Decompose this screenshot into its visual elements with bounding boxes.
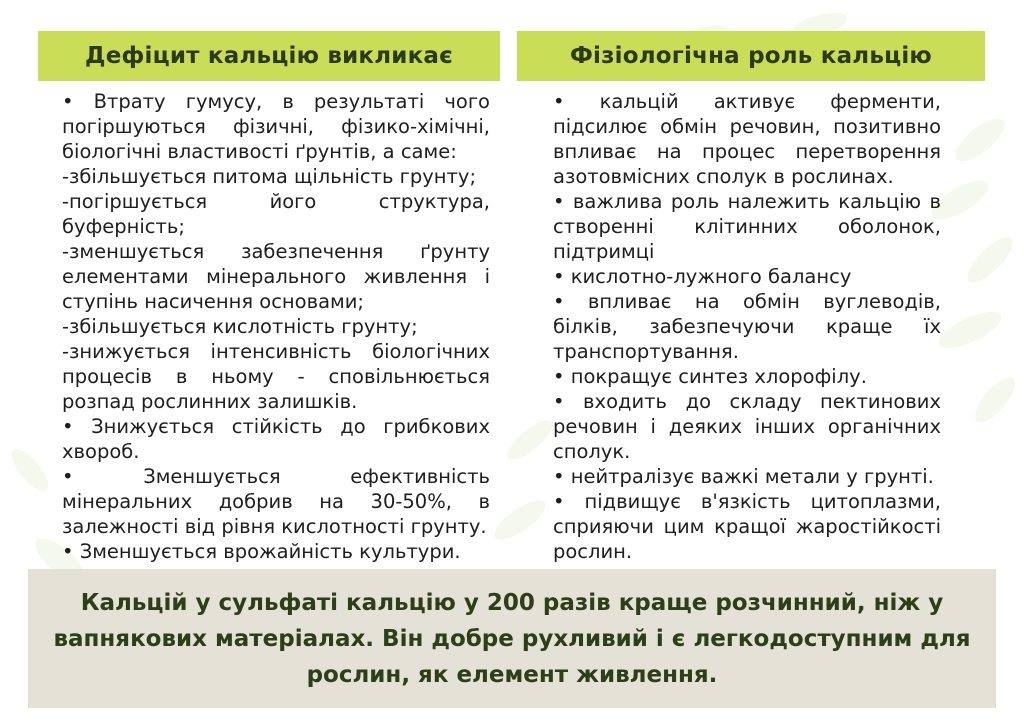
list-item: -збільшується питома щільність грунту; — [62, 165, 477, 188]
list-item: -знижується інтенсивність біологічних процесів в ньому - сповільнюється розпад рослинних залишків. — [62, 340, 490, 413]
calcium-sulfate-banner — [28, 569, 996, 708]
list-item: • Зменшується врожайність культури. — [62, 540, 461, 563]
physiological-role-heading: Фізіологічна роль кальцію — [517, 31, 985, 81]
list-item: -погіршується його структура, буферність; — [62, 190, 490, 238]
list-item: • Знижується стійкість до грибкових хвороб. — [62, 415, 490, 463]
list-item: -зменшується забезпечення ґрунту елементами мінерального живлення і ступінь насичення основами; — [62, 240, 490, 313]
list-item: • Втрату гумусу, в результаті чого погіршуються фізичні, фізико-хімічні, біологічні властивості ґрунтів, а саме: — [62, 90, 490, 163]
list-item: • впливає на обмін вуглеводів, білків, забезпечуючи краще їх транспортування. — [553, 290, 941, 363]
deficit-effects-list — [62, 89, 490, 564]
list-item: • нейтралізує важкі метали у грунті. — [553, 465, 934, 488]
list-item: • підвищує в'язкість цитоплазми, сприяючи цим кращої жаростійкості рослин. — [553, 490, 941, 563]
list-item: -збільшується кислотність грунту; — [62, 315, 418, 338]
deficit-heading: Дефіцит кальцію викликає — [38, 31, 500, 81]
list-item: • кальцій активує ферменти, підсилює обмін речовин, позитивно впливає на процес перетворення азотовмісних сполук в рослинах. — [553, 90, 941, 188]
list-item: • Зменшується ефективність мінеральних добрив на 30-50%, в залежності від рівня кислотності грунту. — [62, 465, 490, 538]
banner-text: Кальцій у сульфаті кальцію у 200 разів краще розчинний, ніж у вапнякових матеріалах. Він добре рухливий і є легкодоступним для рослин, як елемент живлення. — [53, 590, 971, 688]
list-item: • важлива роль належить кальцію в створенні клітинних оболонок, підтримці — [553, 190, 941, 263]
physiological-role-list — [553, 89, 941, 564]
list-item: • кислотно-лужного балансу — [553, 265, 852, 288]
list-item: • входить до складу пектинових речовин і деяких інших органічних сполук. — [553, 390, 941, 463]
list-item: • покращує синтез хлорофілу. — [553, 365, 867, 388]
